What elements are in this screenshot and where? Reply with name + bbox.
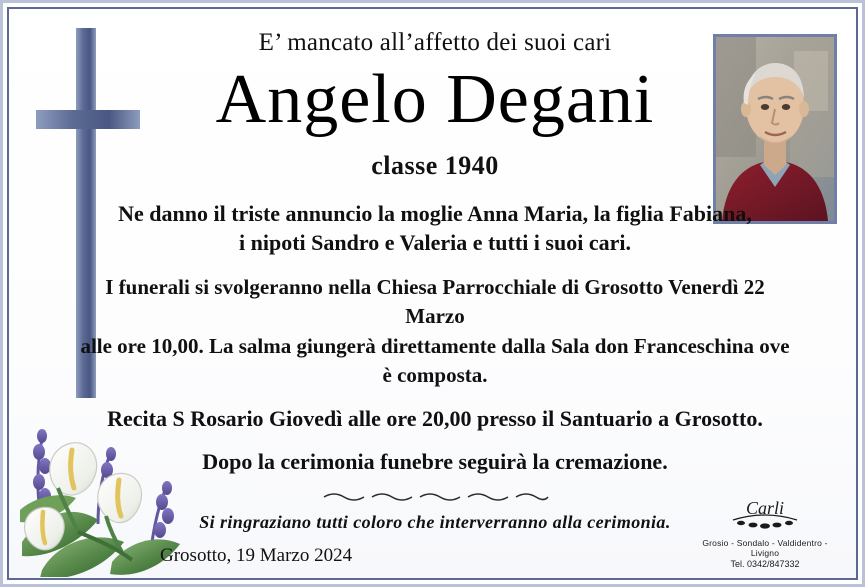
funeral-line-2: alle ore 10,00. La salma giungerà direttamente dalla Sala don Franceschina ove è composta. (80, 333, 790, 388)
agency-mark-graphic (695, 494, 835, 536)
rosary-line: Recita S Rosario Giovedì alle ore 20,00 presso il Santuario a Grosotto. (107, 406, 763, 432)
rosary-details (75, 404, 795, 433)
funeral-line-1: I funerali si svolgeranno nella Chiesa Parrocchiale di Grosotto Venerdì 22 Marzo (105, 274, 765, 329)
svg-text:Carli: Carli (745, 498, 785, 518)
place-and-date: Grosotto, 19 Marzo 2024 (160, 545, 353, 566)
family-announcement (85, 199, 785, 257)
announcement-line: E’ mancato all’affetto dei suoi cari (258, 29, 612, 56)
agency-phone: Tel. 0342/847332 (730, 559, 800, 569)
funeral-details (75, 273, 795, 391)
agency-coverage: Grosio - Sondalo - Valdidentro - Livigno (702, 538, 828, 558)
ornamental-divider-icon (320, 490, 550, 504)
agency-logo-icon (695, 494, 835, 569)
cremation-details (120, 447, 750, 476)
thanks-line: Si ringraziano tutti coloro che interverranno alla cerimonia. (199, 512, 671, 533)
family-line-2: i nipoti Sandro e Valeria e tutti i suoi cari. (239, 229, 631, 255)
cremation-line: Dopo la cerimonia funebre seguirà la cremazione. (202, 449, 668, 475)
family-line-1: Ne danno il triste annuncio la moglie Anna Maria, la figlia Fabiana, (118, 200, 752, 226)
birth-class: classe 1940 (371, 150, 499, 180)
deceased-name: Angelo Degani (215, 61, 655, 138)
